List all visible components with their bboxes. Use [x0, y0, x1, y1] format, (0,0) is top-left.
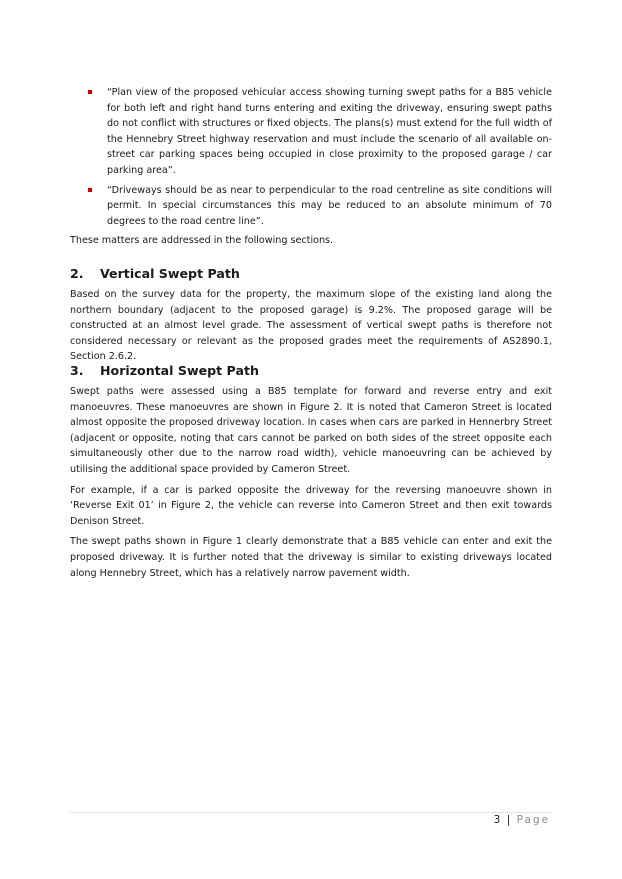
requirements-bullet-list: [86, 85, 552, 233]
list-item: [86, 85, 552, 179]
section-2-number: 2.: [70, 266, 84, 281]
footer-page-number: 3: [493, 814, 501, 826]
section-3-heading: [70, 363, 259, 378]
footer-divider: [70, 812, 552, 813]
footer-separator: |: [506, 814, 511, 826]
section-3-paragraph-2: For example, if a car is parked opposite the driveway for the reversing manoeuvre shown in ‘Reverse Exit 01’ in Figure 2, the vehicle can reverse into Cameron Street and then exit towards Denison Street.: [70, 484, 552, 527]
section-3-paragraph-3: The swept paths shown in Figure 1 clearly demonstrate that a B85 vehicle can enter and exit the proposed driveway. It is further noted that the driveway is similar to existing driveways located along Hennebry Street, which has a relatively narrow pavement width.: [70, 536, 552, 579]
footer-page-label: Page: [516, 814, 550, 826]
section-3-title: Horizontal Swept Path: [100, 363, 259, 378]
section-3-body: [70, 384, 552, 586]
section-2-heading: [70, 266, 240, 281]
section-3-paragraph-1: Swept paths were assessed using a B85 template for forward and reverse entry and exit manoeuvres. These manoeuvres are shown in Figure 2. It is noted that Cameron Street is located almost opposite the proposed driveway location. In cases when cars are parked in Hennerbry Street (adjacent or opposite, noting that cars cannot be parked on both sides of the street opposite each simultaneously other due to the narrow road width), vehicle manoeuvring can be achieved by utilising the additional space provided by Cameron Street.: [70, 386, 552, 475]
bullet-text-driveways: “Driveways should be as near to perpendicular to the road centreline as site conditions will permit. In special circumstances this may be reduced to an absolute minimum of 70 degrees to the road centre line”.: [107, 184, 552, 227]
section-2-title: Vertical Swept Path: [100, 266, 240, 281]
bullet-square-icon: [88, 90, 92, 94]
bullet-text-swept-paths: “Plan view of the proposed vehicular access showing turning swept paths for a B85 vehicle for both left and right hand turns entering and exiting the driveway, ensuring swept paths do not conflict with structures or fixed objects. The plans(s) must extend for the full width of the Hennebry Street highway reservation and must include the scenario of all available on-street car parking spaces being occupied in close proximity to the proposed garage / car parking area”.: [107, 87, 552, 176]
section-3-number: 3.: [70, 363, 84, 378]
intro-paragraph: These matters are addressed in the following sections.: [70, 235, 334, 246]
section-2-body: Based on the survey data for the property, the maximum slope of the existing land along the northern boundary (adjacent to the proposed garage) is 9.2%. The proposed garage will be constructed at an almost level grade. The assessment of vertical swept paths is therefore not considered necessary or relevant as the proposed grades meet the requirements of AS2890.1, Section 2.6.2.: [70, 289, 552, 363]
page-footer: [494, 814, 550, 826]
bullet-square-icon: [88, 188, 92, 192]
list-item: [86, 183, 552, 230]
